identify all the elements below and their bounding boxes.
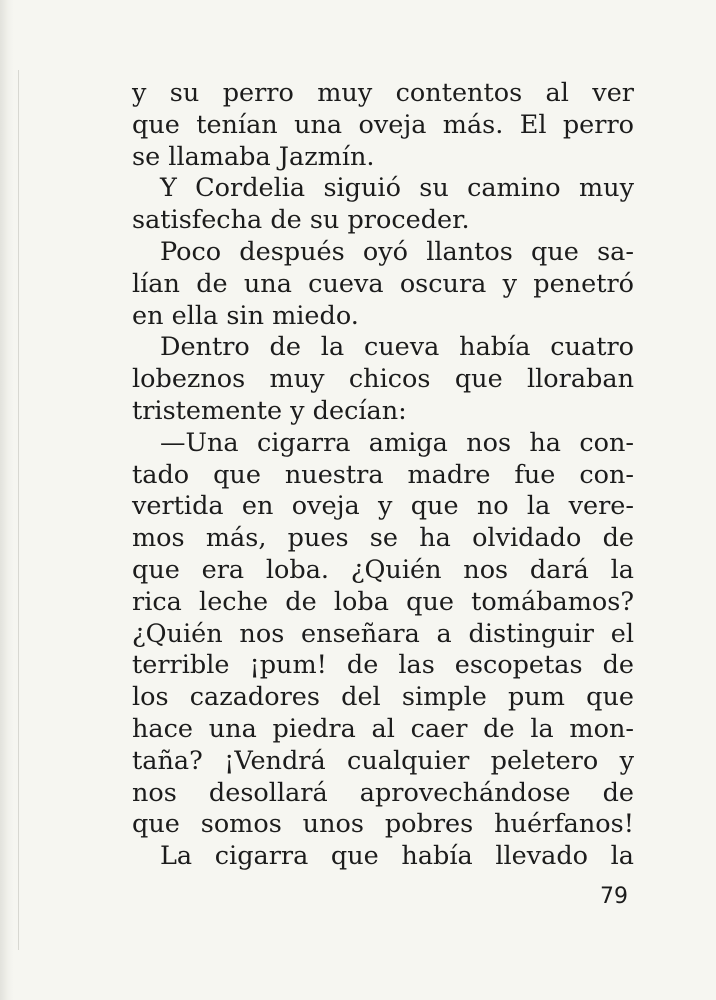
- text-line: tristemente y decían:: [132, 395, 407, 426]
- text-line: nos desollará aprovechándose de: [132, 777, 634, 808]
- text-line: y su perro muy contentos al ver: [132, 78, 634, 108]
- text-line: que era loba. ¿Quién nos dará la: [132, 554, 634, 585]
- text-line: en ella sin miedo.: [132, 300, 359, 331]
- text-line: ¿Quién nos enseñara a distinguir el: [132, 618, 634, 649]
- text-line: taña? ¡Vendrá cualquier peletero y: [132, 745, 634, 776]
- text-line: rica leche de loba que tomábamos?: [132, 586, 634, 617]
- text-line: los cazadores del simple pum que: [132, 682, 634, 713]
- text-line: Dentro de la cueva había cuatro: [160, 332, 634, 363]
- text-line: vertida en oveja y que no la vere-: [132, 491, 634, 522]
- text-line: —Una cigarra amiga nos ha con-: [160, 427, 634, 458]
- text-line: terrible ¡pum! de las escopetas de: [132, 650, 634, 681]
- text-line: lían de una cueva oscura y penetró: [132, 268, 634, 299]
- page-gutter: [0, 0, 14, 1000]
- text-line: se llamaba Jazmín.: [132, 141, 375, 172]
- page-number: 79: [600, 884, 628, 909]
- text-line: mos más, pues se ha olvidado de: [132, 523, 634, 554]
- body-text: [132, 78, 634, 873]
- text-line: hace una piedra al caer de la mon-: [132, 713, 634, 744]
- text-line: tado que nuestra madre fue con-: [132, 459, 634, 490]
- text-line: Y Cordelia siguió su camino muy: [160, 173, 634, 204]
- text-line: que tenían una oveja más. El perro: [132, 109, 634, 140]
- text-line: Poco después oyó llantos que sa-: [160, 236, 634, 267]
- text-line: La cigarra que había llevado la: [160, 841, 634, 872]
- text-line: satisfecha de su proceder.: [132, 205, 470, 236]
- text-line: que somos unos pobres huérfanos!: [132, 809, 634, 840]
- text-line: lobeznos muy chicos que lloraban: [132, 364, 634, 395]
